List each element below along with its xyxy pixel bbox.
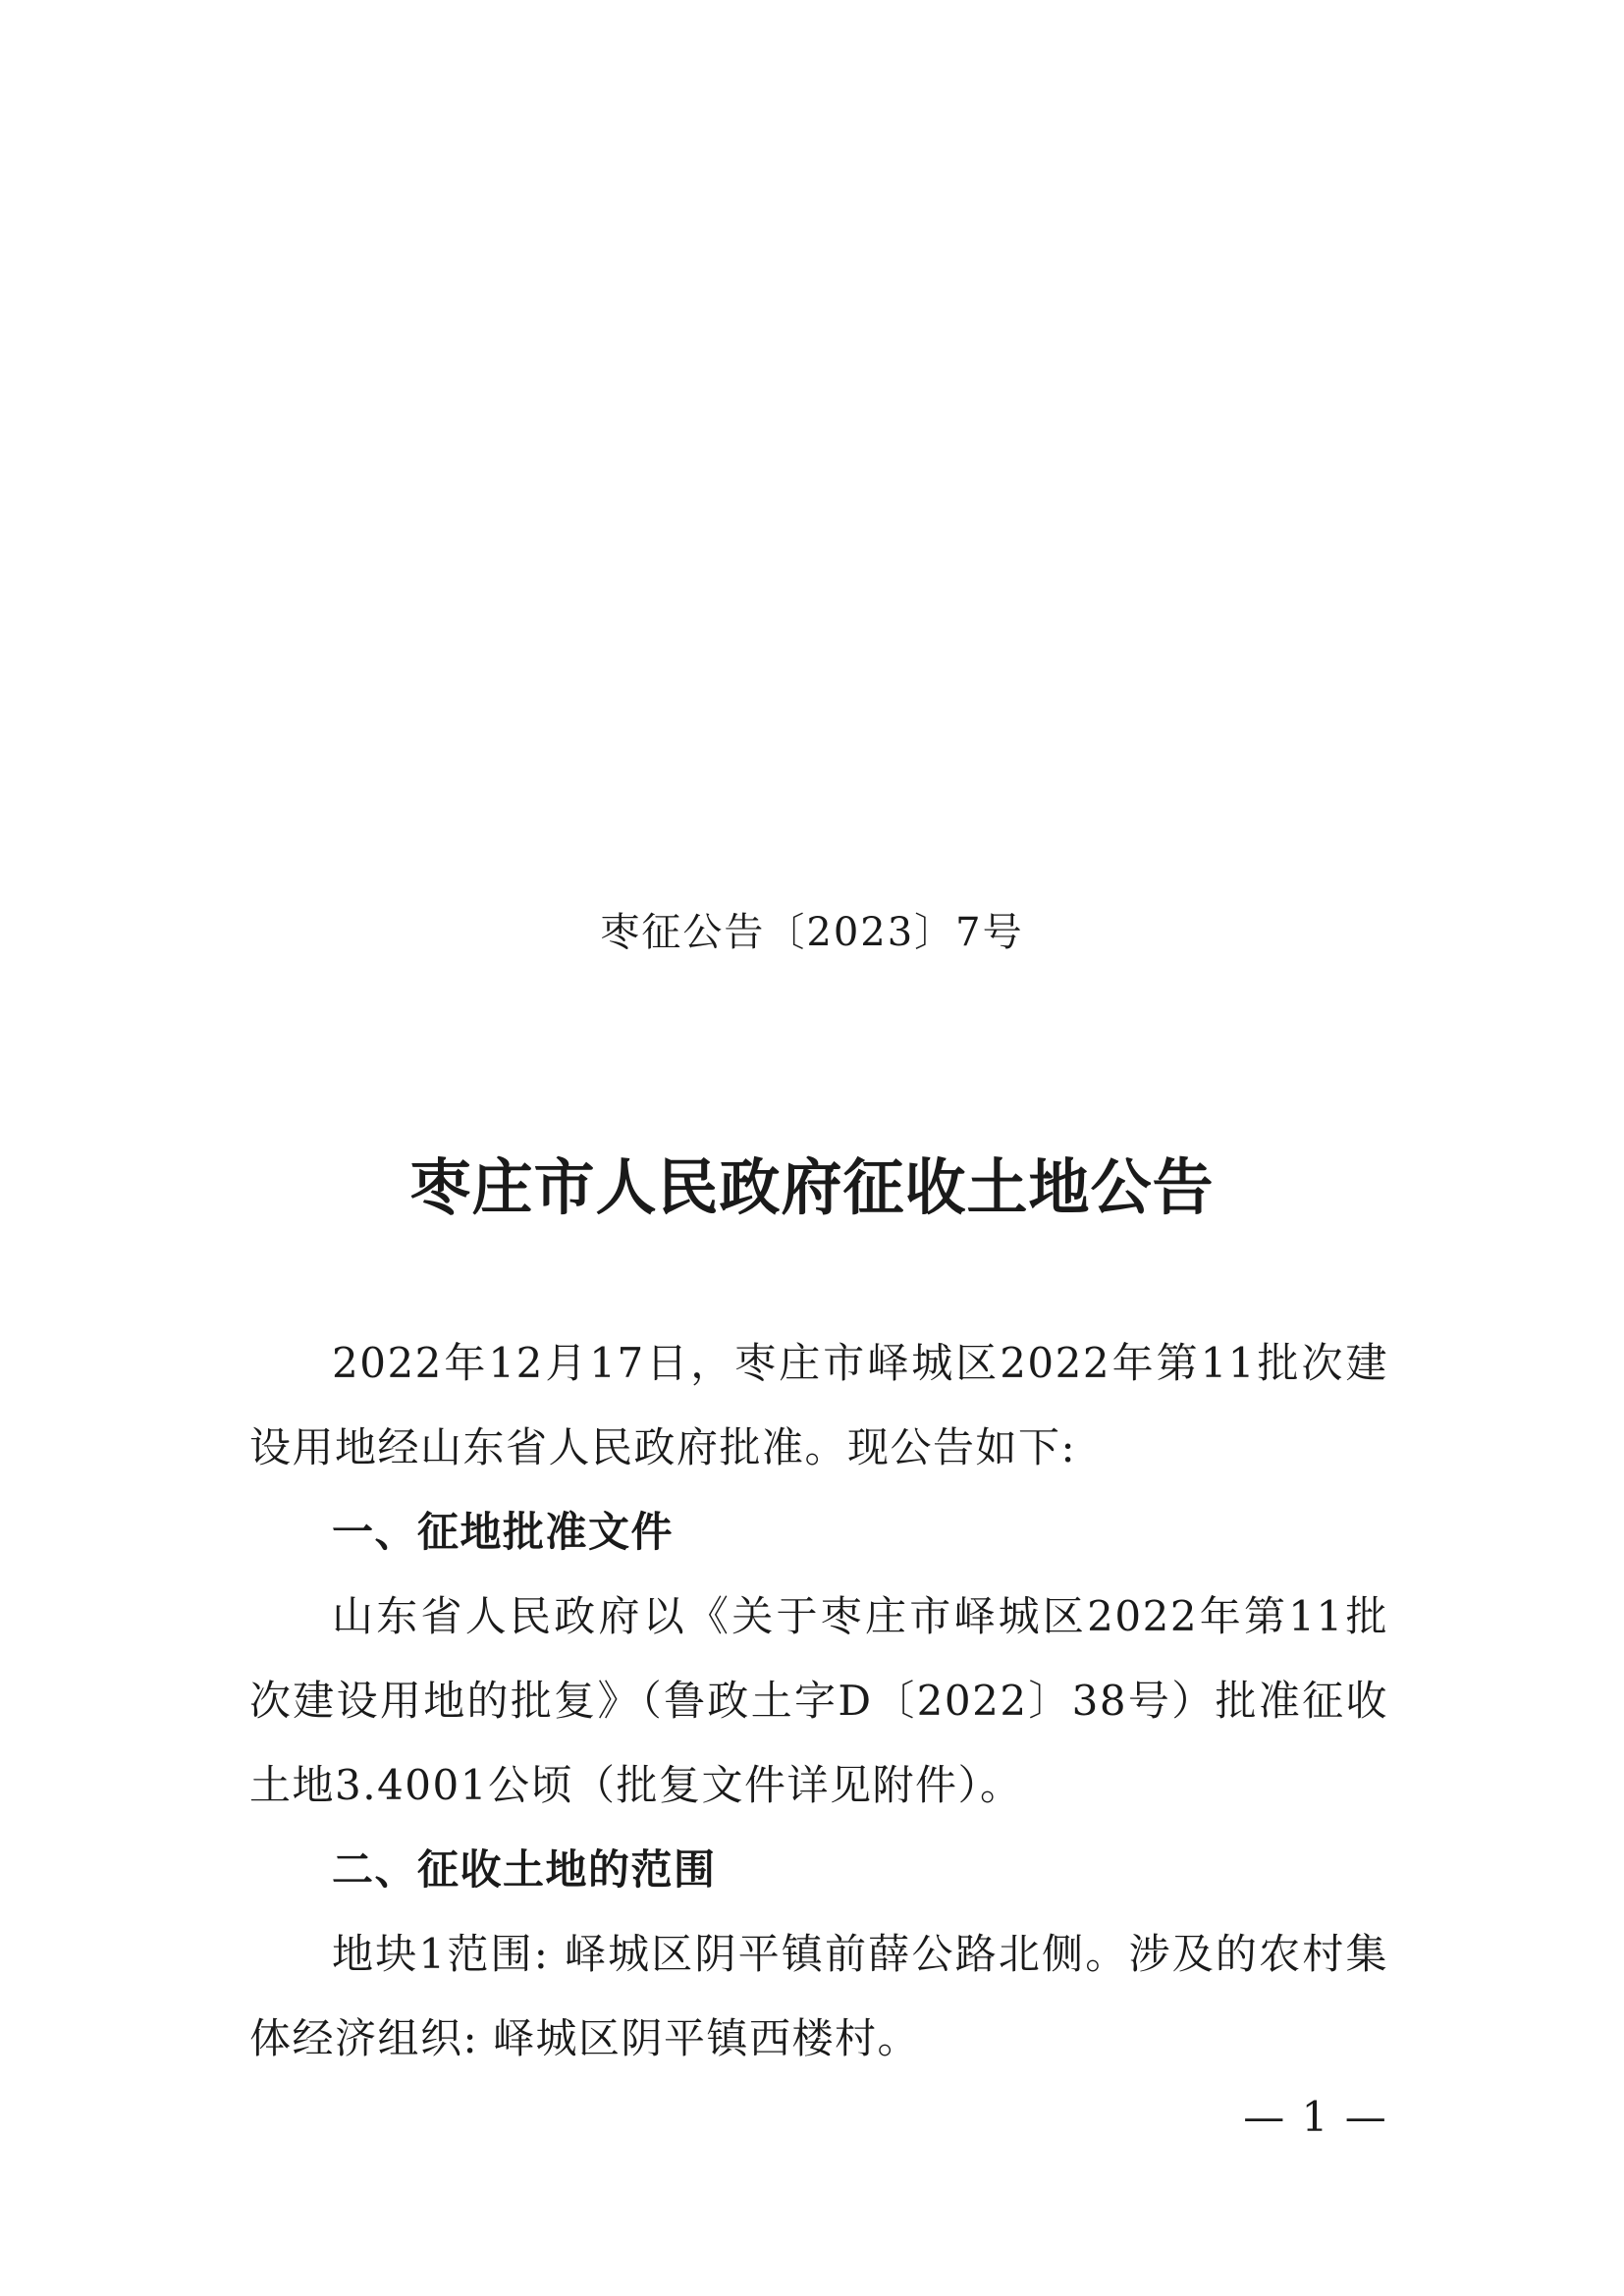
document-number: 枣征公告〔2023〕7号 (600, 910, 1024, 955)
intro-paragraph: 2022年12月17日，枣庄市峄城区2022年第11批次建设用地经山东省人民政府批准。现公告如下: (249, 1339, 1388, 1471)
document-title: 枣庄市人民政府征收土地公告 (409, 1151, 1215, 1223)
page-number: — 1 — (1243, 2093, 1388, 2141)
section-heading-approval-document: 一、征地批准文件 (332, 1508, 675, 1556)
approval-document-paragraph: 山东省人民政府以《关于枣庄市峄城区2022年第11批次建设用地的批复》（鲁政土字D〔2022〕38号）批准征收土地3.4001公顷（批复文件详见附件）。 (249, 1592, 1388, 1809)
land-scope-paragraph: 地块1范围: 峄城区阴平镇前薛公路北侧。涉及的农村集体经济组织: 峄城区阴平镇西楼村。 (249, 1930, 1388, 2062)
section-heading-land-scope: 二、征收土地的范围 (332, 1845, 717, 1894)
